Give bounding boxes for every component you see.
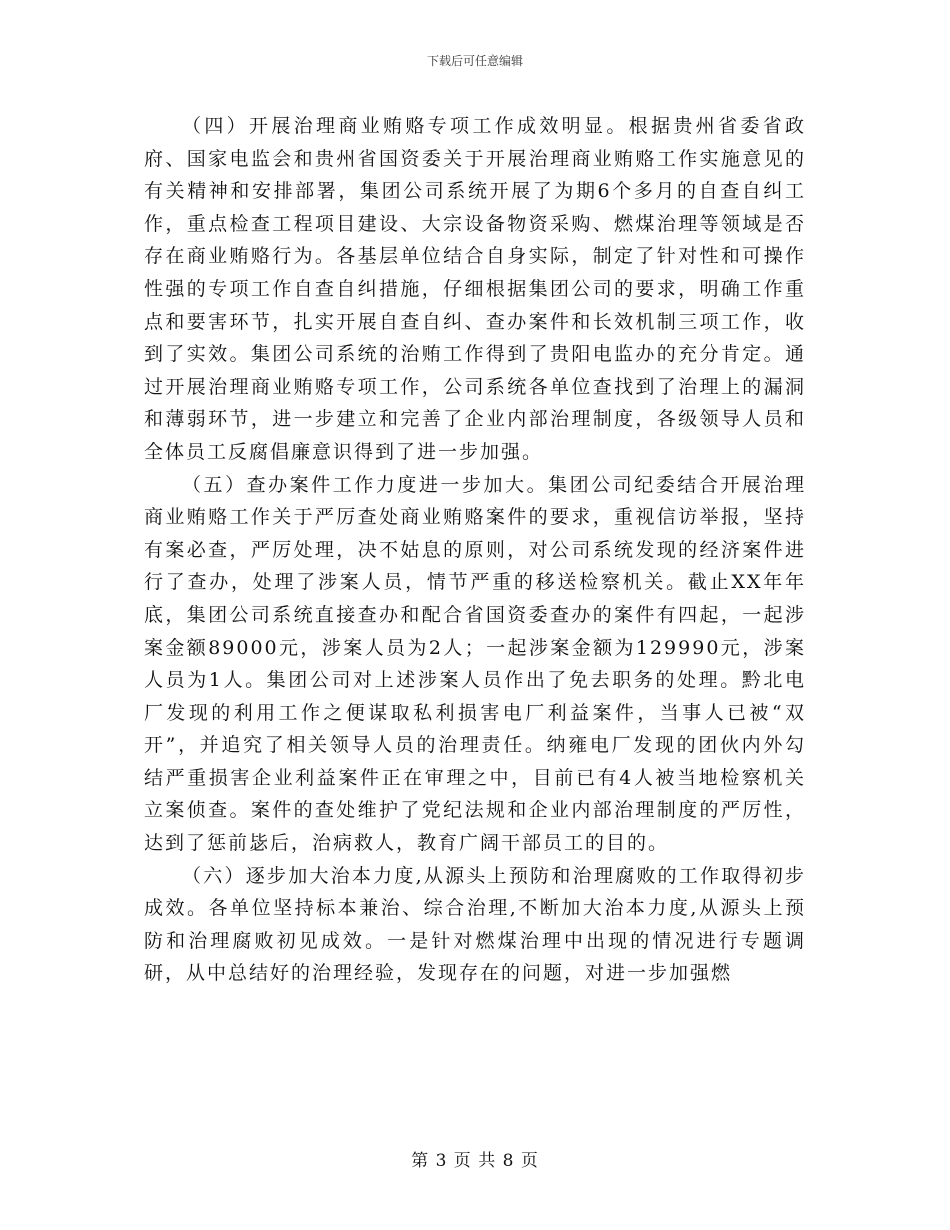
page-number-footer: 第 3 页 共 8 页 <box>411 1151 539 1171</box>
paragraph-section-4: （四）开展治理商业贿赂专项工作成效明显。根据贵州省委省政府、国家电监会和贵州省国资委关于开展治理商业贿赂工作实施意见的有关精神和安排部署，集团公司系统开展了为期6个多月的自查自纠工作，重点检查工程项目建设、大宗设备物资采购、燃煤治理等领域是否存在商业贿赂行为。各基层单位结合自身实际，制定了针对性和可操作性强的专项工作自查自纠措施，仔细根据集团公司的要求，明确工作重点和要害环节，扎实开展自查自纠、查办案件和长效机制三项工作，收到了实效。集团公司系统的治贿工作得到了贵阳电监办的充分肯定。通过开展治理商业贿赂专项工作，公司系统各单位查找到了治理上的漏洞和薄弱环节，进一步建立和完善了企业内部治理制度，各级领导人员和全体员工反腐倡廉意识得到了进一步加强。 <box>144 115 806 463</box>
paragraph-section-6: （六）逐步加大治本力度,从源头上预防和治理腐败的工作取得初步成效。各单位坚持标本兼治、综合治理,不断加大治本力度,从源头上预防和治理腐败初见成效。一是针对燃煤治理中出现的情况进行专题调研，从中总结好的治理经验，发现存在的问题，对进一步加强燃 <box>144 864 806 985</box>
page-header-note: 下载后可任意编辑 <box>426 54 523 68</box>
document-body <box>144 110 806 990</box>
paragraph-section-5: （五）查办案件工作力度进一步加大。集团公司纪委结合开展治理商业贿赂工作关于严厉查处商业贿赂案件的要求，重视信访举报，坚持有案必查，严厉处理，决不姑息的原则，对公司系统发现的经济案件进行了查办，处理了涉案人员，情节严重的移送检察机关。截止XX年年底，集团公司系统直接查办和配合省国资委查办的案件有四起，一起涉案金额89000元，涉案人员为2人；一起涉案金额为129990元，涉案人员为1人。集团公司对上述涉案人员作出了免去职务的处理。黔北电厂发现的利用工作之便谋取私利损害电厂利益案件，当事人已被“双开”，并追究了相关领导人员的治理责任。纳雍电厂发现的团伙内外勾结严重损害企业利益案件正在审理之中，目前已有4人被当地检察机关立案侦查。案件的查处维护了党纪法规和企业内部治理制度的严厉性，达到了惩前毖后，治病救人，教育广阔干部员工的目的。 <box>144 473 806 855</box>
